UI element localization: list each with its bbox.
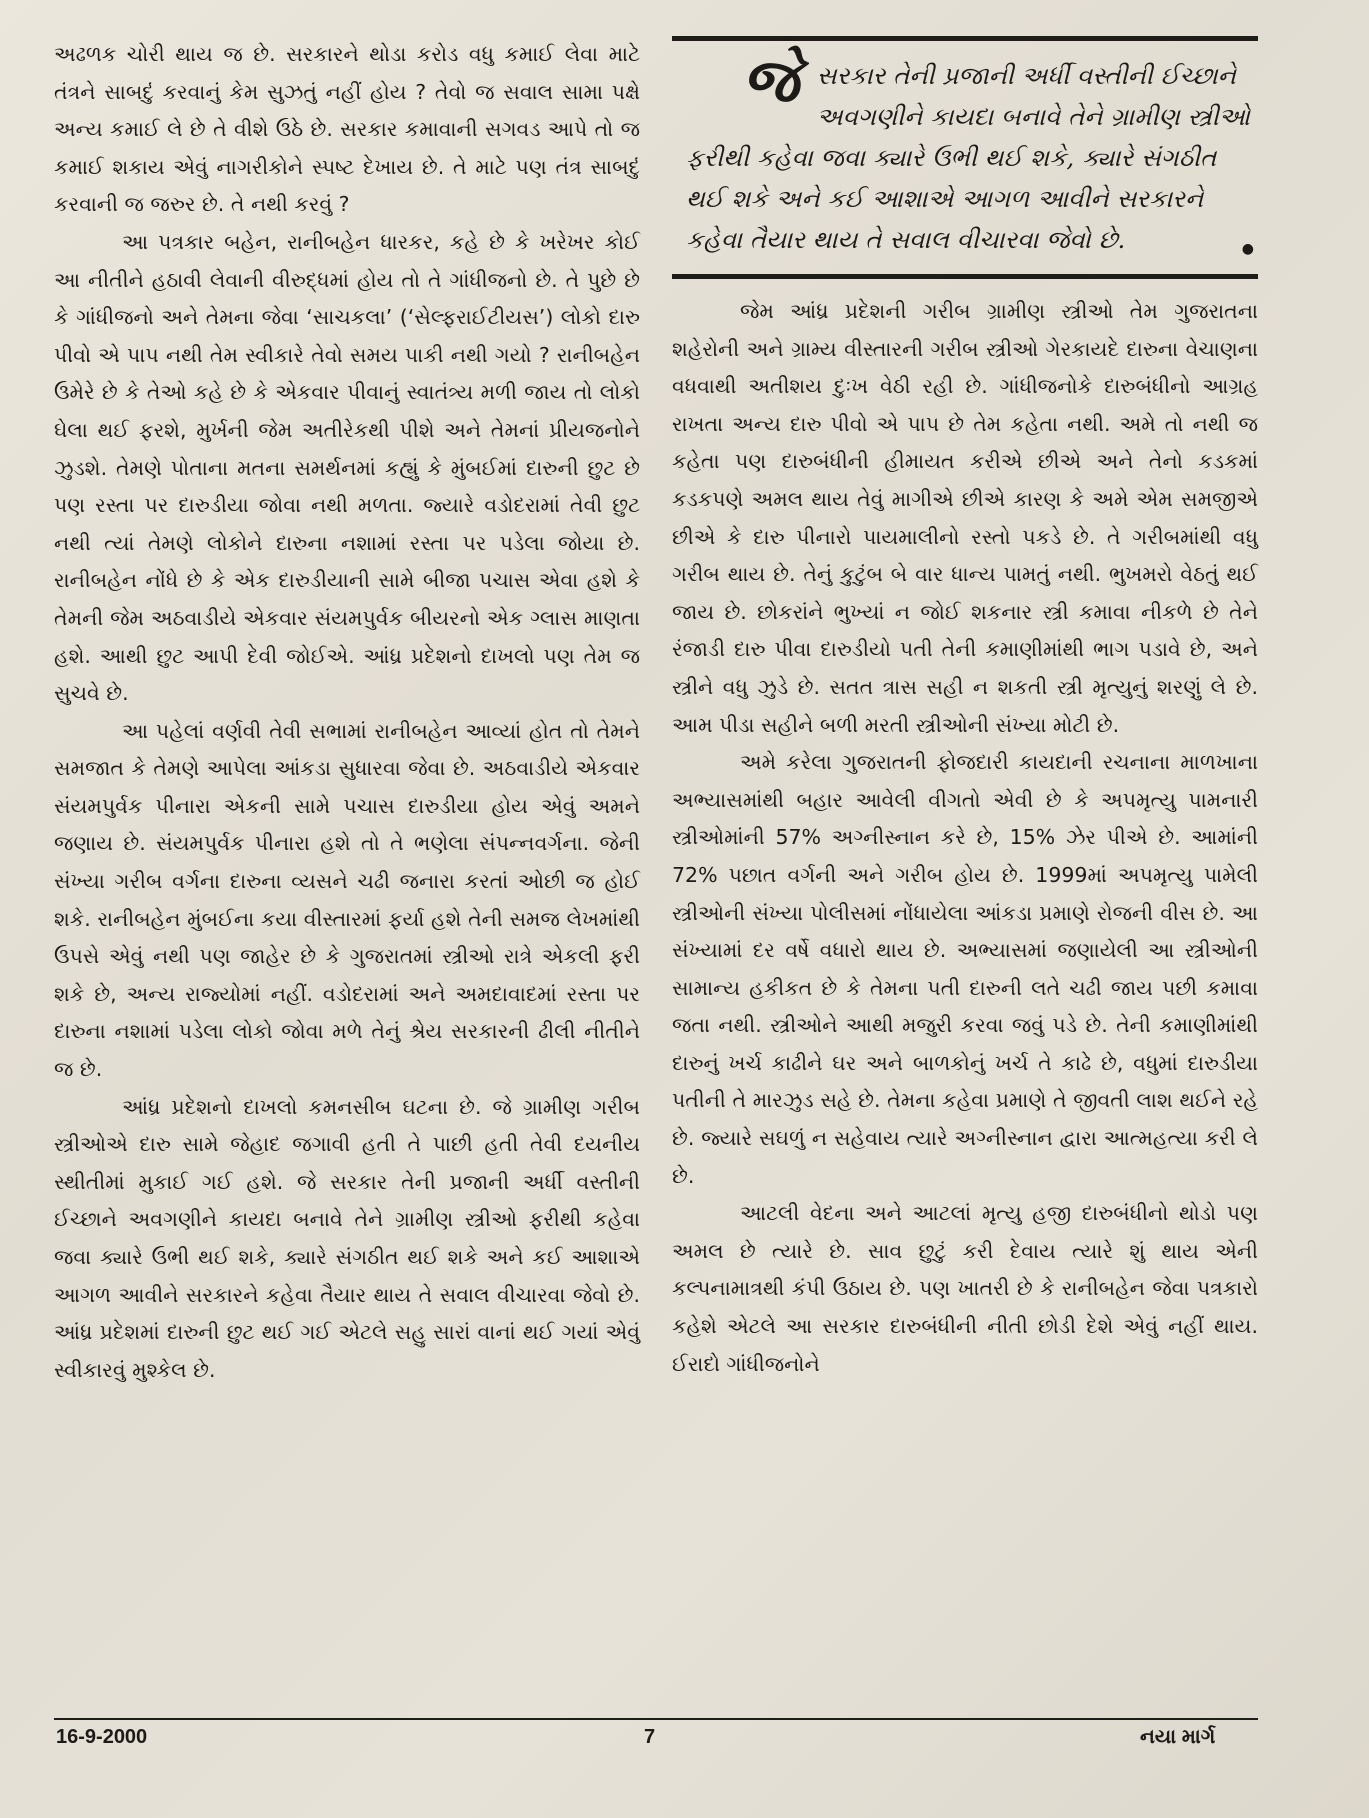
right-column [672,36,1258,1383]
left-paragraph-2: આ પત્રકાર બહેન, રાનીબહેન ધારકર, કહે છે કે ખરેખર કોઈ આ નીતીને હઠાવી લેવાની વીરુદ્ધમાં હોય તો તે ગાંધીજનો છે. તે પુછે છે કે ગાંધીજનો અને તેમના જેવા ‘સાચકલા’ (‘સેલ્ફરાઈટીયસ’) લોકો દારુ પીવો એ પાપ નથી તેમ સ્વીકારે તેવો સમય પાકી નથી ગયો ? રાનીબહેન ઉમેરે છે કે તેઓ કહે છે કે એકવાર પીવાનું સ્વાતંત્ર્ય મળી જાય તો લોકો ઘેલા થઈ ફરશે, મુર્ખની જેમ અતીરેકથી પીશે અને તેમનાં પ્રીયજનોને ઝુડશે. તેમણે પોતાના મતના સમર્થનમાં કહ્યું કે મુંબઈમાં દારુની છુટ છે પણ રસ્તા પર દારુડીયા જોવા નથી મળતા. જ્યારે વડોદરામાં તેવી છુટ નથી ત્યાં તેમણે લોકોને દારુના નશામાં રસ્તા પર પડેલા જોયા છે. રાનીબહેન નોંધે છે કે એક દારુડીયાની સામે બીજા પચાસ એવા હશે કે તેમની જેમ અઠવાડીયે એકવાર સંયમપુર્વક બીયરનો એક ગ્લાસ માણતા હશે. આથી છુટ આપી દેવી જોઈએ. આંધ્ર પ્રદેશનો દાખલો પણ તેમ જ સુચવે છે. [54,229,640,706]
right-paragraph-1: જેમ આંધ્ર પ્રદેશની ગરીબ ગ્રામીણ સ્ત્રીઓ તેમ ગુજરાતના શહેરોની અને ગ્રામ્ય વીસ્તારની ગરીબ સ્ત્રીઓ ગેરકાયદે દારુના વેચાણના વધવાથી અતીશય દુઃખ વેઠી રહી છે. ગાંધીજનોકે દારુબંધીનો આગ્રહ રાખતા અન્ય દારુ પીવો એ પાપ છે તેમ કહેતા નથી. અમે તો નથી જ કહેતા પણ દારુબંધીની હીમાયત કરીએ છીએ અને તેનો કડકમાં કડકપણે અમલ થાય તેવું માગીએ છીએ કારણ કે અમે એમ સમજીએ છીએ કે દારુ પીનારો પાયમાલીનો રસ્તો પકડે છે. તે ગરીબમાંથી વધુ ગરીબ થાય છે. તેનું કુટુંબ બે વાર ધાન્ય પામતું નથી. ભુખમરો વેઠતું થઈ જાય છે. છોકરાંને ભુખ્યાં ન જોઈ શકનાર સ્ત્રી કમાવા નીકળે છે તેને રંજાડી દારુ પીવા દારુડીયો પતી તેની કમાણીમાંથી ભાગ પડાવે છે, અને સ્ત્રીને વધુ ઝુડે છે. સતત ત્રાસ સહી ન શકતી સ્ત્રી મૃત્યુનું શરણું લે છે. આમ પીડા સહીને બળી મરતી સ્ત્રીઓની સંખ્યા મોટી છે. [672,299,1258,737]
right-paragraph-3: આટલી વેદના અને આટલાં મૃત્યુ હજી દારુબંધીનો થોડો પણ અમલ છે ત્યારે છે. સાવ છુટું કરી દેવાય ત્યારે શું થાય એની કલ્પનામાત્રથી કંપી ઉઠાય છે. પણ ખાતરી છે કે રાનીબહેન જેવા પત્રકારો કહેશે એટલે આ સરકાર દારુબંધીની નીતી છોડી દેશે એવું નહીં થાય. ઈરાદો ગાંધીજનોને [672,1201,1258,1376]
right-paragraph-2: અમે કરેલા ગુજરાતની ફોજદારી કાયદાની રચનાના માળખાના અભ્યાસમાંથી બહાર આવેલી વીગતો એવી છે કે અપમૃત્યુ પામનારી સ્ત્રીઓમાંની 57% અગ્નીસ્નાન કરે છે, 15% ઝેર પીએ છે. આમાંની 72% પછાત વર્ગની અને ગરીબ હોય છે. 1999માં અપમૃત્યુ પામેલી સ્ત્રીઓની સંખ્યા પોલીસમાં નોંધાયેલા આંકડા પ્રમાણે રોજની વીસ છે. આ સંખ્યામાં દર વર્ષે વધારો થાય છે. અભ્યાસમાં જણાયેલી આ સ્ત્રીઓની સામાન્ય હકીકત છે કે તેમના પતી દારુની લતે ચઢી જાય પછી કમાવા જતા નથી. સ્ત્રીઓને આથી મજુરી કરવા જવું પડે છે. તેની કમાણીમાંથી દારુનું ખર્ચ કાઢીને ઘર અને બાળકોનું ખર્ચ તે કાઢે છે, વધુમાં દારુડીયા પતીની તે મારઝુડ સહે છે. તેમના કહેવા પ્રમાણે તે જીવતી લાશ થઈને રહે છે. જ્યારે સઘળું ન સહેવાય ત્યારે અગ્નીસ્નાન દ્વારા આત્મહત્યા કરી લે છે. [672,750,1258,1188]
bullet-dot-icon: ● [1241,241,1254,257]
footer-page-number: 7 [644,1726,656,1748]
right-body [672,293,1258,1383]
pull-quote [672,41,1258,274]
pull-quote-bottom-rule [672,274,1258,279]
left-paragraph-1: અઢળક ચોરી થાય જ છે. સરકારને થોડા કરોડ વધુ કમાઈ લેવા માટે તંત્રને સાબદું કરવાનું કેમ સુઝતું નહીં હોય ? તેવો જ સવાલ સામા પક્ષે અન્ય કમાઈ લે છે તે વીશે ઉઠે છે. સરકાર કમાવાની સગવડ આપે તો જ કમાઈ શકાય એવું નાગરીકોને સ્પષ્ટ દેખાય છે. તે માટે પણ તંત્ર સાબદું કરવાની જ જરુર છે. તે નથી કરવું ? [54,42,640,217]
footer-date: 16-9-2000 [56,1726,148,1748]
pull-quote-dropcap: જે [742,46,799,116]
left-paragraph-3: આ પહેલાં વર્ણવી તેવી સભામાં રાનીબહેન આવ્યાં હોત તો તેમને સમજાત કે તેમણે આપેલા આંકડા સુધારવા જેવા છે. અઠવાડીયે એકવાર સંયમપુર્વક પીનારા એકની સામે પચાસ દારુડીયા હોય એવું અમને જણાય છે. સંયમપુર્વક પીનારા હશે તો તે ભણેલા સંપન્નવર્ગના. જેની સંખ્યા ગરીબ વર્ગના દારુના વ્યસને ચઢી જનારા કરતાં ઓછી જ હોઈ શકે. રાનીબહેન મુંબઈના કયા વીસ્તારમાં ફર્યા હશે તેની સમજ લેખમાંથી ઉપસે એવું નથી પણ જાહેર છે કે ગુજરાતમાં સ્ત્રીઓ રાત્રે એકલી ફરી શકે છે, અન્ય રાજ્યોમાં નહીં. વડોદરામાં અને અમદાવાદમાં રસ્તા પર દારુના નશામાં પડેલા લોકો જોવા મળે તેનું શ્રેય સરકારની ઢીલી નીતીને જ છે. [54,718,640,1082]
footer-magazine-name: નયા માર્ગ [1140,1726,1216,1748]
footer-rule [54,1718,1258,1720]
pull-quote-text: સરકાર તેની પ્રજાની અર્ધી વસ્તીની ઈચ્છાને અવગણીને કાયદા બનાવે તેને ગ્રામીણ સ્ત્રીઓ ફરીથી કહેવા જવા ક્યારે ઉભી થઈ શકે, ક્યારે સંગઠીત થઈ શકે અને કઈ આશાએ આગળ આવીને સરકારને કહેવા તૈયાર થાય તે સવાલ વીચારવા જેવો છે. [686,61,1250,254]
left-column [54,36,640,1389]
left-paragraph-4: આંધ્ર પ્રદેશનો દાખલો કમનસીબ ઘટના છે. જે ગ્રામીણ ગરીબ સ્ત્રીઓએ દારુ સામે જેહાદ જગાવી હતી તે પાછી હતી તેવી દયનીય સ્થીતીમાં મુકાઈ ગઈ હશે. જે સરકાર તેની પ્રજાની અર્ધી વસ્તીની ઈચ્છાને અવગણીને કાયદા બનાવે તેને ગ્રામીણ સ્ત્રીઓ ફરીથી કહેવા જવા ક્યારે ઉભી થઈ શકે, ક્યારે સંગઠીત થઈ શકે અને કઈ આશાએ આગળ આવીને સરકારને કહેવા તૈયાર થાય તે સવાલ વીચારવા જેવો છે. આંધ્ર પ્રદેશમાં દારુની છુટ થઈ ગઈ એટલે સહુ સારાં વાનાં થઈ ગયાં એવું સ્વીકારવું મુશ્કેલ છે. [54,1094,640,1382]
